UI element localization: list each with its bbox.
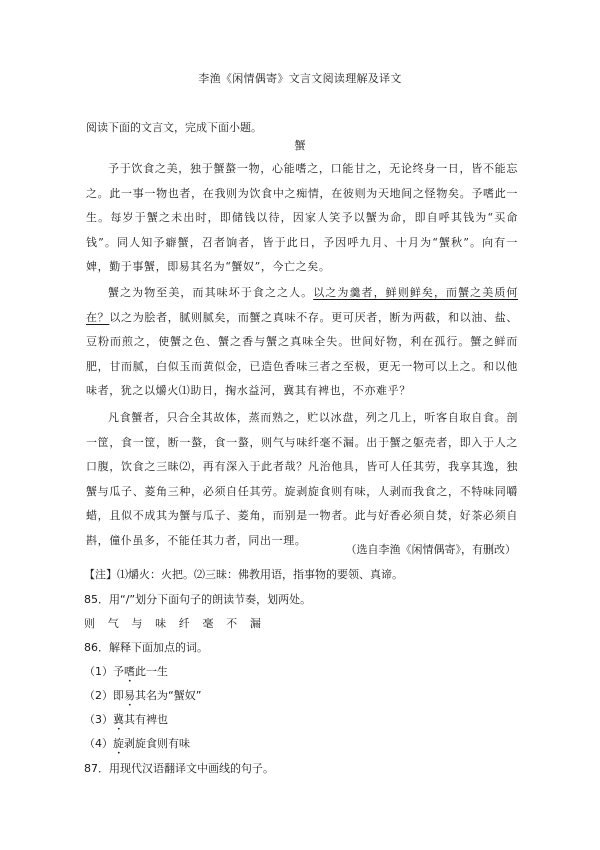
item-text-after: 其名为“蟹奴” xyxy=(135,689,202,702)
item-text-before: 予 xyxy=(113,665,124,678)
item-text-after: 剥旋食则有味 xyxy=(124,737,190,750)
passage-paragraph-3: 凡食蟹者，只合全其故体，蒸而熟之，贮以冰盘，列之几上，听客自取自食。剖一筐，食一筐，断一螯，食一螯，则气与味纤毫不漏。出于蟹之躯壳者，即入于人之口腹，饮食之三昧⑵，再有深入于此者哉？凡治他具，皆可人任其劳，我享其逸，独蟹与瓜子、菱角三种，必须自任其劳。旋剥旋食则有味，人剥而我食之，不特味同嚼蜡，且似不成其为蟹与瓜子、菱角，而别是一物者。此与好香必须自焚，好茶必须自斟，僮仆虽多，不能任其力者，同出一理。 xyxy=(86,411,518,547)
passage-paragraph-1: 予于饮食之美，独于蟹螯一物，心能嗜之，口能甘之，无论终身一日，皆不能忘之。此一事一物也者，在我则为饮食中之痴情，在彼则为天地间之怪物矣。予嗜此一生。每岁于蟹之未出时，即储钱以待，因家人笑予以蟹为命，即自呼其钱为“买命钱”。同人知予癖蟹，召者饷者，皆于此日，予因呼九月、十月为“蟹秋”。向有一婢，勤于事蟹，即易其名为“蟹奴”，今亡之矣。 xyxy=(86,162,518,274)
question-85-sentence: 则 气 与 味 纤 毫 不 漏 xyxy=(84,617,266,630)
item-number: （1） xyxy=(84,665,113,678)
document-title: 李渔《闲情偶寄》文言文阅读理解及译文 xyxy=(198,72,402,85)
dotted-word: 易 xyxy=(124,689,135,702)
item-number: （2） xyxy=(84,689,113,702)
question-86-item xyxy=(84,687,201,709)
item-number: （3） xyxy=(84,713,113,726)
reading-instruction: 阅读下面的文言文，完成下面小题。 xyxy=(86,121,262,134)
item-text-after: 其有裨也 xyxy=(124,713,168,726)
question-86: 86．解释下面加点的词。 xyxy=(84,641,208,654)
question-86-item xyxy=(84,663,168,685)
dotted-word: 冀 xyxy=(113,713,124,726)
passage-paragraph-2 xyxy=(86,281,518,404)
annotation-note: 【注】⑴爝火：火把。⑵三昧：佛教用语，指事物的要领、真谛。 xyxy=(84,568,403,581)
question-87: 87．用现代汉语翻译文中画线的句子。 xyxy=(84,762,274,775)
item-number: （4） xyxy=(84,737,113,750)
item-text-before: 即 xyxy=(113,689,124,702)
question-85: 85．用“/”划分下面句子的朗读节奏，划两处。 xyxy=(84,593,312,606)
question-86-item xyxy=(84,735,190,757)
passage-heading: 蟹 xyxy=(294,139,306,152)
paragraph-2-rest: 以之为脍者，腻则腻矣，而蟹之真味不存。更可厌者，断为两截，和以油、盐、豆粉而煎之，使蟹之色、蟹之香与蟹之真味全失。世间好物，利在孤行。蟹之鲜而肥，甘而腻，白似玉而黄似金，已造色香味三者之至极，更无一物可以上之。和以他味者，犹之以爝火⑴助日，掬水益河，冀其有裨也，不亦难乎？ xyxy=(86,310,518,398)
source-citation: （选自李渔《闲情偶寄》，有删改） xyxy=(345,543,516,556)
underlined-sentence: 以之为羹者，鲜则鲜矣，而蟹之美质何在？ xyxy=(86,286,518,324)
item-text-after: 此一生 xyxy=(135,665,168,678)
paragraph-2-lead: 蟹之为物至美，而其味坏于食之之人。 xyxy=(108,286,314,299)
dotted-word: 嗜 xyxy=(124,665,135,678)
dotted-word: 旋 xyxy=(113,737,124,750)
question-86-item xyxy=(84,711,168,733)
